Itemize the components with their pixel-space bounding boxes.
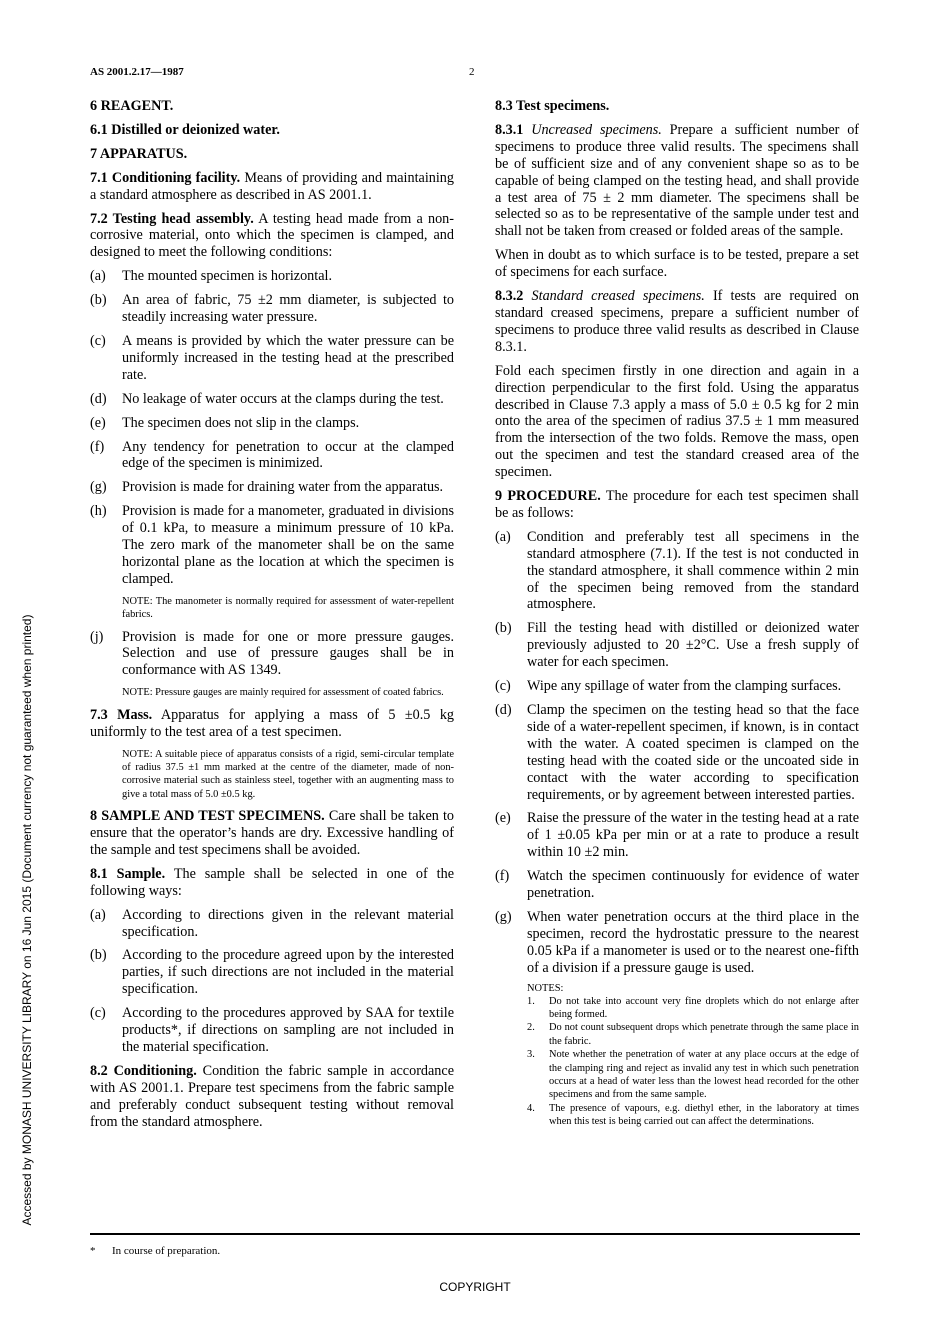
procedure-step bbox=[495, 702, 859, 803]
copyright-notice: COPYRIGHT bbox=[439, 1280, 511, 1294]
access-watermark: Accessed by MONASH UNIVERSITY LIBRARY on 16 Jun 2015 (Document currency not guaranteed when printed) bbox=[20, 614, 34, 1226]
page-number: 2 bbox=[469, 66, 475, 78]
list-item-text: According to the procedure agreed upon by the interested parties, if such directions are not included in the material specification. bbox=[122, 947, 454, 998]
note-item-label: 1. bbox=[527, 995, 535, 1007]
list-item bbox=[90, 907, 454, 941]
list-item-text: No leakage of water occurs at the clamps during the test. bbox=[122, 390, 444, 407]
section-7-heading: 7 APPARATUS. bbox=[90, 145, 188, 162]
section-9 bbox=[495, 488, 859, 522]
section-7-2-heading: 7.2 Testing head assembly. bbox=[90, 210, 254, 227]
note-item bbox=[527, 995, 859, 1022]
list-item-text: Provision is made for one or more pressure gauges. Selection and use of pressure gauges shall be in conformance with AS 1349. bbox=[122, 628, 454, 679]
note-item-text: The presence of vapours, e.g. diethyl ether, in the laboratory at times when this test is being carried out can affect the determinations. bbox=[549, 1102, 859, 1128]
section-7-2-text: A testing head made from a non-corrosive material, onto which the specimen is clamped, and designed to meet the following conditions: bbox=[90, 210, 454, 261]
section-7-3 bbox=[90, 707, 454, 741]
section-7-2 bbox=[90, 211, 454, 262]
list-item bbox=[90, 479, 454, 496]
section-9-text: The procedure for each test specimen shall be as follows: bbox=[495, 488, 859, 521]
list-item-label: (b) bbox=[90, 292, 107, 309]
procedure-step-text: Raise the pressure of the water in the testing head at a rate of 1 ±0.05 kPa per min or at a rate to produce a result within 10 ±2 min. bbox=[527, 810, 859, 861]
procedure-step-text: Watch the specimen continuously for evidence of water penetration. bbox=[527, 868, 859, 902]
section-7-3-heading: 7.3 Mass. bbox=[90, 706, 153, 723]
section-8-2-heading: 8.2 Conditioning. bbox=[90, 1062, 197, 1079]
note-item-text: Note whether the penetration of water at any place occurs at the edge of the clamping ring and reject as invalid any test in which such penetration occurs at a head of water less than the lowest head recorded for the other specimens and from the same sample. bbox=[549, 1049, 859, 1101]
list-item bbox=[90, 333, 454, 384]
section-7-3-text: Apparatus for applying a mass of 5 ±0.5 kg uniformly to the test area of a test specimen. bbox=[90, 706, 455, 740]
section-8-3-1-paragraph: When in doubt as to which surface is to be tested, prepare a set of specimens for each surface. bbox=[495, 247, 859, 281]
note-manometer: NOTE: The manometer is normally required for assessment of water-repellent fabrics. bbox=[122, 595, 454, 621]
note-item-text: Do not take into account very fine droplets which do not enlarge after being formed. bbox=[549, 995, 859, 1020]
list-item bbox=[90, 439, 454, 473]
notes-title: NOTES: bbox=[527, 982, 564, 994]
right-column bbox=[495, 98, 859, 1135]
procedure-step-text: Wipe any spillage of water from the clamping surfaces. bbox=[527, 678, 842, 695]
list-item-text: Any tendency for penetration to occur at the clamped edge of the specimen is minimized. bbox=[122, 438, 454, 472]
list-item bbox=[90, 292, 454, 326]
section-8-1 bbox=[90, 866, 454, 900]
page-header bbox=[90, 66, 860, 82]
section-8-3-1-text: Prepare a sufficient number of specimens to produce three valid results. The specimens shall be of sufficient size and of any convenient shape so as to be capable of being clamped on the testing head, and shall provide a test area of 75 ± 2 mm diameter. The specimens shall be selected so as to be representative of the sample under test and shall not be taken from creased or folded areas of the sample. bbox=[495, 121, 860, 240]
note-item-label: 3. bbox=[527, 1049, 535, 1061]
section-8-3-2-title: Standard creased specimens. bbox=[531, 288, 705, 305]
list-item-label: (c) bbox=[90, 332, 106, 349]
section-8-3-1 bbox=[495, 122, 859, 240]
list-item-label: (j) bbox=[90, 628, 104, 645]
list-item-text: The specimen does not slip in the clamps. bbox=[122, 414, 360, 431]
procedure-notes bbox=[527, 982, 859, 1129]
section-8-text: Care shall be taken to ensure that the operator’s hands are dry. Excessive handling of the sample and test specimens shall be avoided. bbox=[90, 808, 454, 858]
list-item-text: According to the procedures approved by SAA for textile products*, if directions on sampling are not included in the material specification. bbox=[122, 1005, 454, 1055]
section-8 bbox=[90, 808, 454, 859]
list-item-text: Provision is made for a manometer, graduated in divisions of 0.1 kPa, to measure a minimum pressure of 10 kPa. The zero mark of the manometer shall be on the same horizontal plane as the location at which the specimen is clamped. bbox=[122, 503, 454, 587]
footnote-text: In course of preparation. bbox=[112, 1245, 221, 1257]
section-8-1-heading: 8.1 Sample. bbox=[90, 865, 166, 882]
list-item-text: An area of fabric, 75 ±2 mm diameter, is subjected to steadily increasing water pressure. bbox=[122, 292, 454, 326]
procedure-step bbox=[495, 529, 859, 614]
section-8-3-2-text: If tests are required on standard creased specimens, prepare a sufficient number of specimens to produce three valid results as described in Clause 8.3.1. bbox=[495, 288, 860, 355]
note-item bbox=[527, 1021, 859, 1048]
procedure-step-label: (e) bbox=[495, 810, 511, 827]
list-item bbox=[90, 503, 454, 588]
section-7-1 bbox=[90, 170, 454, 204]
list-item bbox=[90, 629, 454, 680]
section-7-1-text: Means of providing and maintaining a standard atmosphere as described in AS 2001.1. bbox=[90, 169, 454, 203]
procedure-step-text: Condition and preferably test all specimens in the standard atmosphere (7.1). If the test is not conducted in the standard atmosphere, it shall commence within 2 min of the specimen being removed from the standard atmosphere. bbox=[527, 528, 859, 613]
section-8-3-2 bbox=[495, 288, 859, 356]
procedure-step-label: (f) bbox=[495, 868, 510, 885]
list-item-label: (f) bbox=[90, 438, 105, 455]
footnote-mark: * bbox=[90, 1245, 96, 1257]
note-item bbox=[527, 1102, 859, 1129]
list-item-label: (a) bbox=[90, 268, 106, 285]
list-item-text: According to directions given in the relevant material specification. bbox=[122, 906, 454, 940]
note-item-text: Do not count subsequent drops which penetrate through the same place in the fabric. bbox=[549, 1022, 859, 1047]
list-item bbox=[90, 1005, 454, 1056]
section-8-3-heading: 8.3 Test specimens. bbox=[495, 98, 610, 114]
section-8-3-2-paragraph: Fold each specimen firstly in one direction and again in a direction perpendicular to the first fold. Using the apparatus described in Clause 7.3 apply a mass of 5.0 ± 0.5 kg for 2 min onto the area of the specimen of radius 37.5 ± 1 mm measured from the intersection of the two folds. Remove the mass, open out the specimen and test the standard creased area of the specimen. bbox=[495, 362, 859, 481]
list-item-label: (d) bbox=[90, 390, 107, 407]
section-8-3-2-number: 8.3.2 bbox=[495, 288, 524, 305]
list-item-label: (h) bbox=[90, 503, 107, 520]
section-6-1-heading: 6.1 Distilled or deionized water. bbox=[90, 121, 280, 138]
section-8-3-1-title: Uncreased specimens. bbox=[531, 121, 662, 138]
section-8-3-1-number: 8.3.1 bbox=[495, 121, 524, 138]
footnote bbox=[90, 1245, 220, 1257]
procedure-step-label: (d) bbox=[495, 702, 512, 718]
list-item-text: The mounted specimen is horizontal. bbox=[122, 268, 332, 285]
left-column bbox=[90, 98, 454, 1138]
document-id: AS 2001.2.17—1987 bbox=[90, 66, 184, 78]
procedure-step bbox=[495, 909, 859, 977]
procedure-step bbox=[495, 810, 859, 861]
note-apparatus: NOTE: A suitable piece of apparatus consists of a rigid, semi-circular template of radius 37.5 ±1 mm marked at the centre of the diameter, made of non-corrosive material such as stainless steel, together with an augmenting mass to give a total mass of 5.0 ±0.5 kg. bbox=[122, 748, 454, 800]
procedure-step-text: Fill the testing head with distilled or deionized water previously adjusted to 20 ±2°C. Use a fresh supply of water for each specimen. bbox=[527, 620, 859, 671]
list-item-label: (c) bbox=[90, 1005, 106, 1022]
note-item bbox=[527, 1048, 859, 1102]
procedure-step bbox=[495, 868, 859, 902]
note-pressure-gauges: NOTE: Pressure gauges are mainly required for assessment of coated fabrics. bbox=[122, 687, 444, 699]
list-item-label: (a) bbox=[90, 906, 106, 923]
procedure-step bbox=[495, 620, 859, 671]
list-item bbox=[90, 391, 454, 408]
section-6-heading: 6 REAGENT. bbox=[90, 98, 174, 114]
procedure-step-label: (b) bbox=[495, 620, 512, 637]
note-item-label: 2. bbox=[527, 1022, 535, 1034]
list-item-text: Provision is made for draining water from the apparatus. bbox=[122, 479, 444, 496]
note-item-label: 4. bbox=[527, 1102, 535, 1114]
list-item bbox=[90, 947, 454, 998]
procedure-step-label: (c) bbox=[495, 678, 511, 695]
footnote-divider bbox=[90, 1233, 860, 1235]
section-7-1-heading: 7.1 Conditioning facility. bbox=[90, 169, 241, 186]
section-8-1-text: The sample shall be selected in one of the following ways: bbox=[90, 865, 454, 899]
list-item-label: (g) bbox=[90, 479, 107, 496]
procedure-step bbox=[495, 678, 859, 695]
procedure-step-text: Clamp the specimen on the testing head so that the face side of a water-repellent specimen, if known, is in contact with the water. A coated specimen is clamped on the testing head with the coated side or the uncoated side in contact with the water according to specification requirements, or by agreement between interested parties. bbox=[527, 702, 859, 803]
procedure-step-label: (a) bbox=[495, 528, 511, 545]
list-item-label: (e) bbox=[90, 414, 106, 431]
section-8-2-text: Condition the fabric sample in accordance with AS 2001.1. Prepare test specimens from the fabric sample and preferably conduct subsequent testing without removal from the standard atmosphere. bbox=[90, 1062, 454, 1130]
list-item-text: A means is provided by which the water pressure can be uniformly increased in the testing head at the prescribed rate. bbox=[122, 332, 454, 383]
list-item bbox=[90, 268, 454, 285]
section-8-heading: 8 SAMPLE AND TEST SPECIMENS. bbox=[90, 808, 325, 825]
procedure-step-label: (g) bbox=[495, 908, 512, 925]
section-9-heading: 9 PROCEDURE. bbox=[495, 488, 601, 505]
list-item-label: (b) bbox=[90, 947, 107, 964]
list-item bbox=[90, 415, 454, 432]
section-8-2 bbox=[90, 1063, 454, 1131]
procedure-step-text: When water penetration occurs at the third place in the specimen, record the hydrostatic pressure to the nearest 0.05 kPa if a manometer is used or to the nearest one-fifth of a division if a pressure gauge is used. bbox=[527, 908, 859, 976]
